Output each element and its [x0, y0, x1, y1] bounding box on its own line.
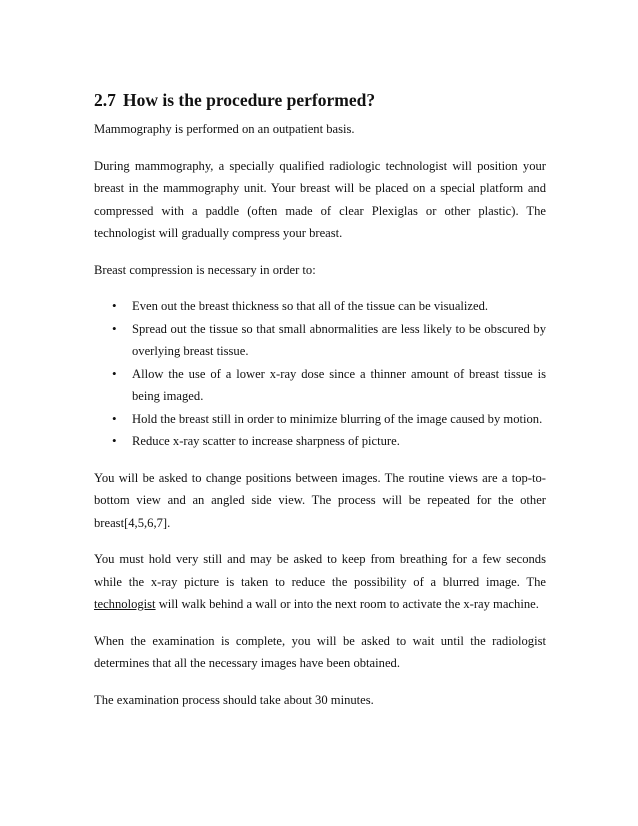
paragraph-compression-intro: Breast compression is necessary in order to: — [94, 262, 316, 277]
compression-reasons-list — [94, 295, 546, 453]
bullet-icon: • — [112, 365, 117, 381]
list-item — [94, 430, 546, 453]
list-item-text: Even out the breast thickness so that all of the tissue can be visualized. — [132, 299, 489, 313]
hold-still-text-end: will walk behind a wall or into the next room to activate the x-ray machine. — [155, 597, 539, 611]
list-item-text: Allow the use of a lower x-ray dose since a thinner amount of breast tissue is being imaged. — [132, 366, 546, 403]
paragraph-hold-still — [94, 548, 546, 616]
list-item-text: Reduce x-ray scatter to increase sharpness of picture. — [132, 434, 400, 448]
list-item-text: Hold the breast still in order to minimize blurring of the image caused by motion. — [132, 411, 543, 426]
section-title: How is the procedure performed? — [123, 90, 376, 110]
bullet-icon: • — [112, 320, 117, 336]
list-item-text: Spread out the tissue so that small abnormalities are less likely to be obscured by overlying breast tissue. — [132, 321, 546, 358]
paragraph-duration: The examination process should take about 30 minutes. — [94, 692, 374, 707]
paragraph-completion: When the examination is complete, you will be asked to wait until the radiologist determines that all the necessary images have been obtained. — [94, 633, 546, 670]
bullet-icon: • — [112, 410, 117, 426]
section-number: 2.7 — [94, 90, 116, 110]
list-item — [94, 295, 546, 318]
paragraph-positioning: During mammography, a specially qualified radiologic technologist will position your breast in the mammography unit. Your breast will be placed on a special platform and compressed with a paddle (often made of clear Plexiglas or other plastic). The technologist will gradually compress your breast. — [94, 158, 546, 240]
list-item — [94, 363, 546, 408]
technologist-underlined-word: technologist — [94, 597, 156, 611]
hold-still-text-start: You must hold very still and may be asked to keep from breathing for a few seconds while the x-ray picture is taken to reduce the possibility of a blurred image. The — [94, 552, 546, 589]
list-item — [94, 318, 546, 363]
paragraph-positions: You will be asked to change positions between images. The routine views are a top-to-bottom view and an angled side view. The process will be repeated for the other breast[4,5,6,7]. — [94, 470, 546, 530]
document-page — [94, 88, 546, 711]
section-heading — [94, 88, 546, 112]
bullet-icon: • — [112, 298, 117, 313]
list-item — [94, 408, 546, 431]
bullet-icon: • — [112, 433, 117, 448]
paragraph-outpatient: Mammography is performed on an outpatient basis. — [94, 122, 355, 136]
